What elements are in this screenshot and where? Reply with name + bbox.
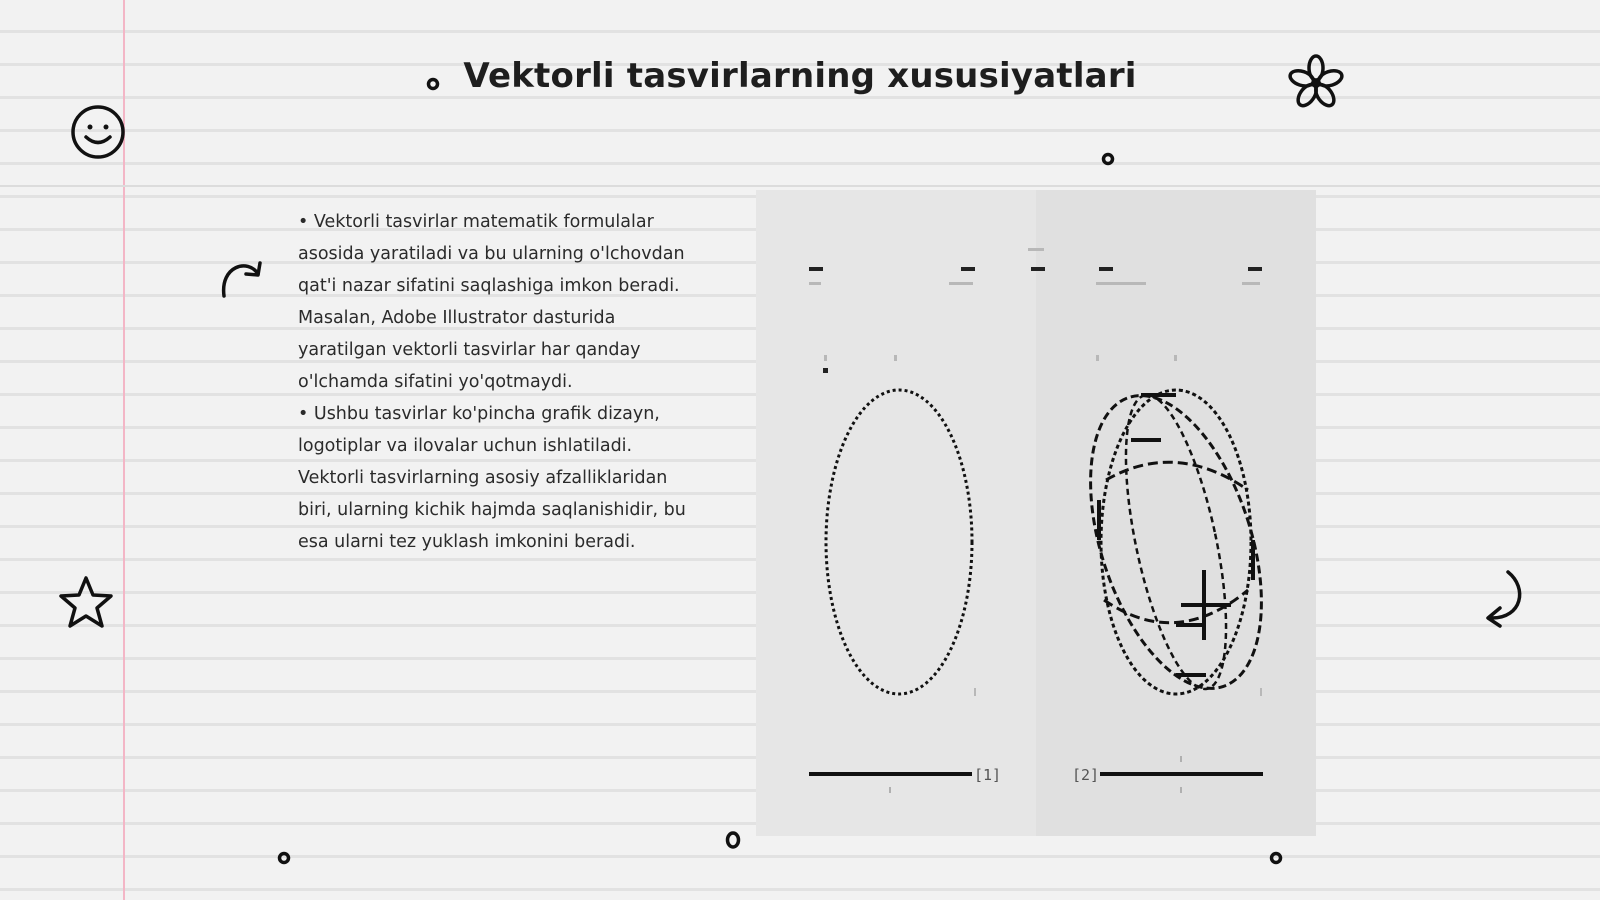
dot-ring-decor (276, 850, 292, 866)
dot-ring-decor (1100, 151, 1116, 167)
paragraph-2: • Ushbu tasvirlar ko'pincha grafik dizayn, logotiplar va ilovalar uchun ishlatiladi. Vektorli tasvirlarning asosiy afzalliklaridan biri, ularning kichik hajmda saqlanishidir, bu esa ularni tez yuklash imkonini beradi. (298, 404, 686, 552)
header-rule (0, 185, 1600, 187)
figure-label-2: [2] (1072, 766, 1100, 784)
figure-label-1: [1] (974, 766, 1002, 784)
flower-icon (1287, 54, 1345, 112)
curved-arrow-icon (218, 256, 266, 300)
dot-ring-decor (1268, 850, 1284, 866)
smiley-icon (70, 104, 126, 160)
paragraph-1: • Vektorli tasvirlar matematik formulalar asosida yaratiladi va bu ularning o'lchovdan qat'i nazar sifatini saqlashiga imkon beradi. Masalan, Adobe Illustrator dasturida yaratilgan vektorli tasvirlar har qanday o'lchamda sifatini yo'qotmaydi. (298, 212, 685, 392)
star-icon (56, 574, 116, 632)
hook-arrow-icon (1478, 568, 1526, 628)
slide-title: Vektorli tasvirlarning xususiyatlari (463, 56, 1137, 96)
dot-ring-decor (724, 829, 742, 851)
vector-illustration (756, 190, 1316, 836)
dot-ring-decor (425, 76, 441, 92)
body-text (298, 206, 698, 558)
vector-illustration-svg (756, 190, 1316, 836)
